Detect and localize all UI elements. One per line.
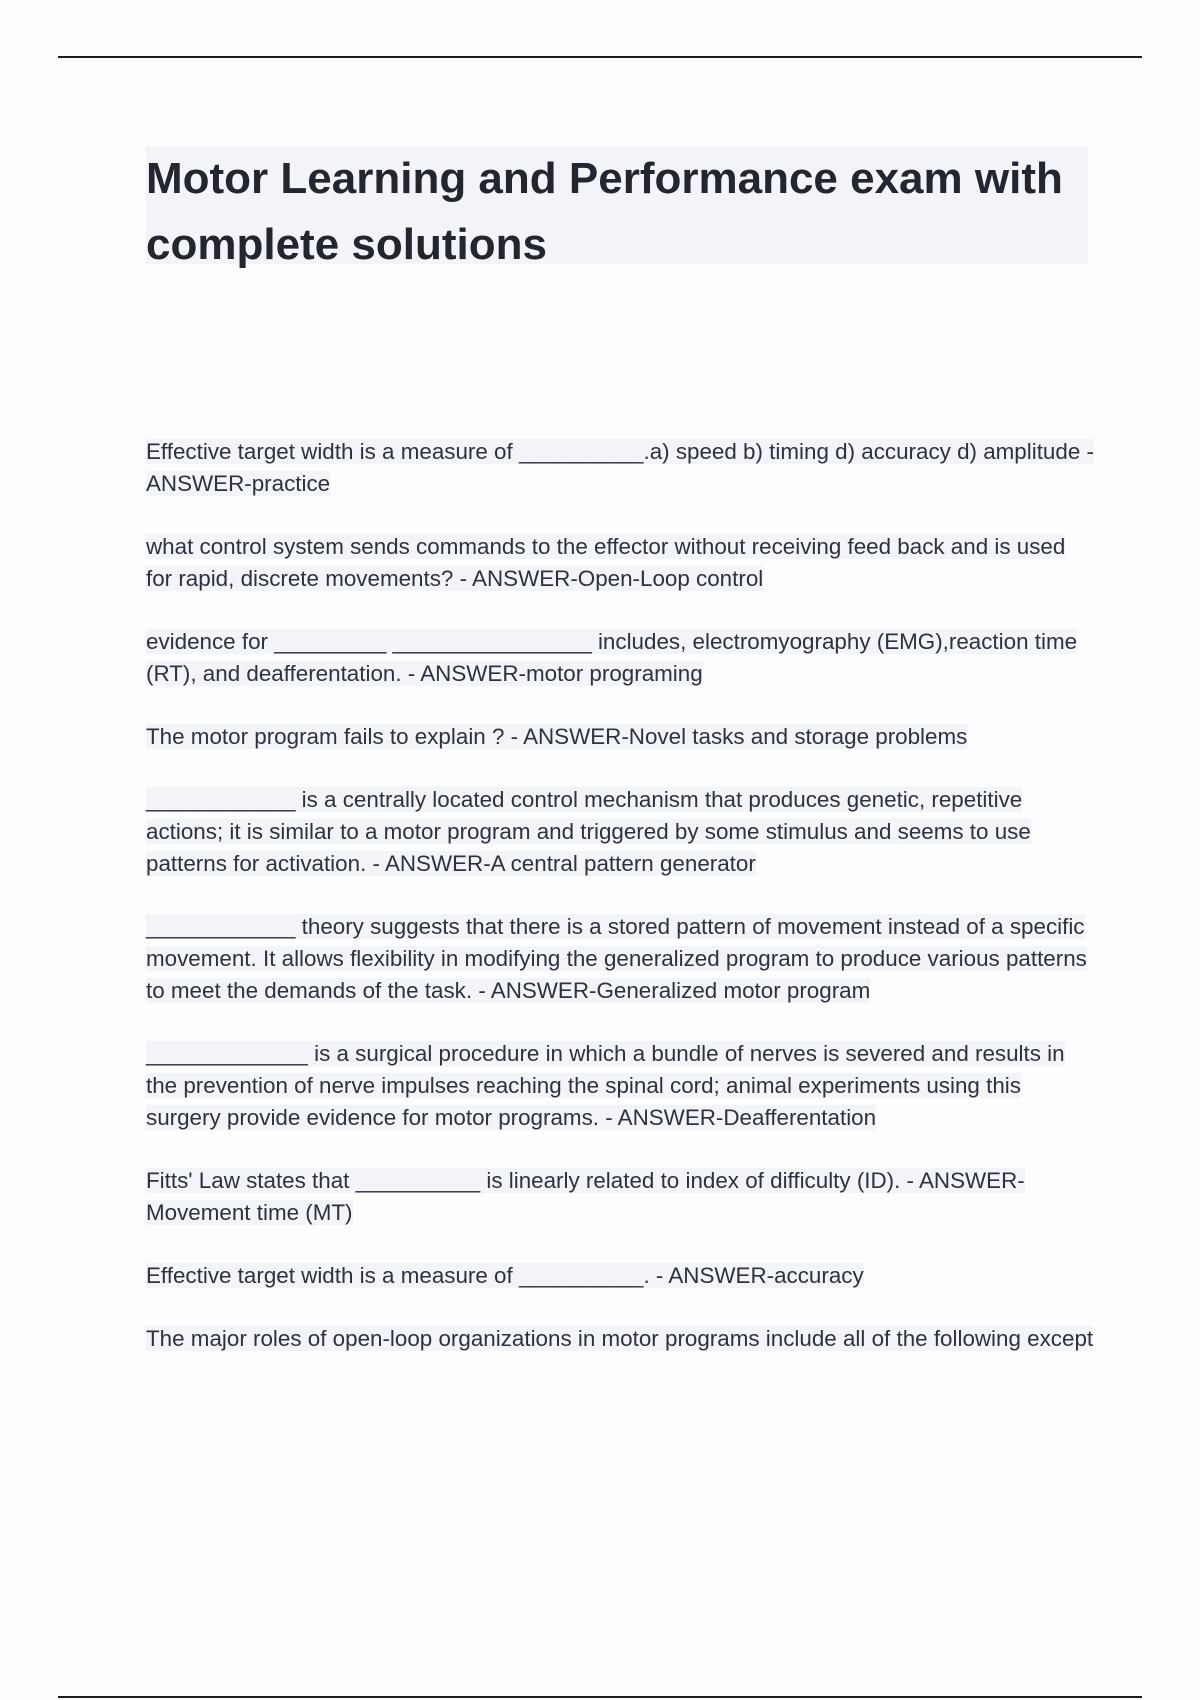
question-item xyxy=(146,784,1096,880)
title-block xyxy=(146,146,1088,269)
question-text: evidence for _________ ________________ includes, electromyography (EMG),reaction time (RT), and deafferentation. - ANSWER-motor programing xyxy=(146,629,1078,686)
question-text: ____________ theory suggests that there is a stored pattern of movement instead of a specific movement. It allows flexibility in modifying the generalized program to produce various patterns to meet the demands of the task. - ANSWER-Generalized motor program xyxy=(146,914,1087,1003)
question-text: _____________ is a surgical procedure in which a bundle of nerves is severed and results in the prevention of nerve impulses reaching the spinal cord; animal experiments using this surgery provide evidence for motor programs. - ANSWER-Deafferentation xyxy=(146,1041,1065,1130)
question-text: ____________ is a centrally located control mechanism that produces genetic, repetitive actions; it is similar to a motor program and triggered by some stimulus and seems to use patterns for activation. - ANSWER-A central pattern generator xyxy=(146,787,1031,876)
question-text: Effective target width is a measure of __________.a) speed b) timing d) accuracy d) amplitude - ANSWER-practice xyxy=(146,439,1094,496)
question-item xyxy=(146,436,1096,500)
question-text: what control system sends commands to the effector without receiving feed back and is used for rapid, discrete movements? - ANSWER-Open-Loop control xyxy=(146,534,1066,591)
question-item xyxy=(146,1260,1096,1292)
question-item xyxy=(146,1323,1096,1355)
document-title: Motor Learning and Performance exam with complete solutions xyxy=(146,154,1063,269)
question-item xyxy=(146,1038,1096,1134)
top-rule xyxy=(58,56,1142,58)
question-item xyxy=(146,531,1096,595)
question-item xyxy=(146,1165,1096,1229)
bottom-rule xyxy=(58,1696,1142,1698)
question-text: The major roles of open-loop organizations in motor programs include all of the following except xyxy=(146,1326,1094,1351)
question-text: Fitts' Law states that __________ is linearly related to index of difficulty (ID). - ANSWER-Movement time (MT) xyxy=(146,1168,1025,1225)
question-item xyxy=(146,911,1096,1007)
question-list xyxy=(146,436,1096,1386)
question-text: The motor program fails to explain ? - ANSWER-Novel tasks and storage problems xyxy=(146,724,968,749)
question-item xyxy=(146,721,1096,753)
question-text: Effective target width is a measure of __________. - ANSWER-accuracy xyxy=(146,1263,864,1288)
question-item xyxy=(146,626,1096,690)
